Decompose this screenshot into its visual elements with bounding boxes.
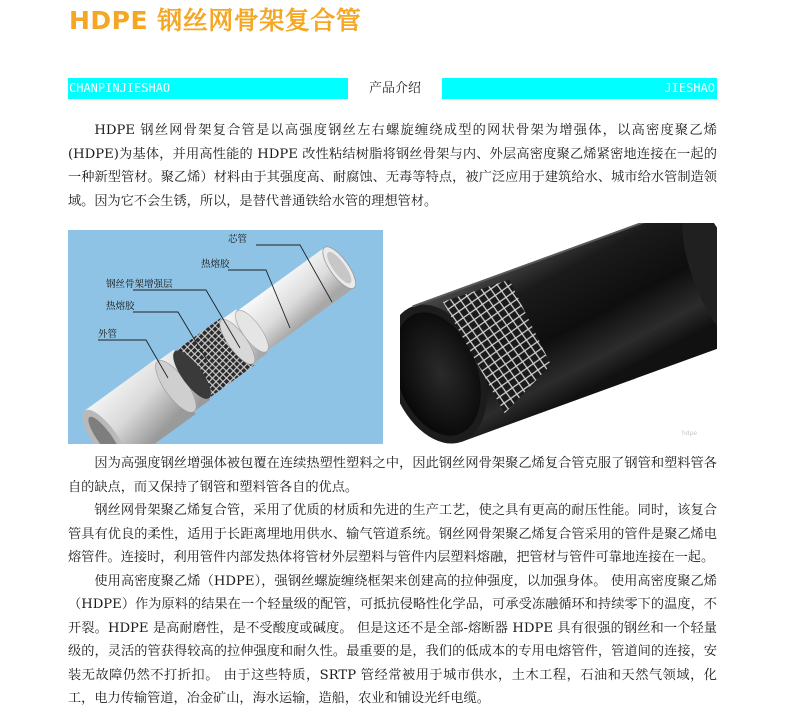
body-text	[68, 452, 717, 711]
body-paragraph: 钢丝网骨架聚乙烯复合管，采用了优质的材质和先进的生产工艺，使之具有更高的耐压性能。同时，该复合管具有优良的柔性，适用于长距离埋地用供水、输气管道系统。钢丝网骨架聚乙烯复合管采用的管件是聚乙烯电熔管件。连接时，利用管件内部发热体将管材外层塑料与管件内层塑料熔融，把管材与管件可靠地连接在一起。	[68, 503, 717, 565]
pipe-product-photo	[400, 223, 717, 445]
pipe-structure-diagram	[68, 230, 383, 444]
label-outer-pipe: 外管	[98, 329, 118, 340]
label-hot-melt-2: 热熔胶	[106, 301, 135, 312]
banner-center-label: 产品介绍	[368, 81, 421, 96]
label-hot-melt-1: 热熔胶	[201, 259, 230, 270]
intro-paragraph: HDPE 钢丝网骨架复合管是以高强度钢丝左右螺旋缠绕成型的网状骨架为增强体，以高密度聚乙烯(HDPE)为基体，并用高性能的 HDPE 改性粘结树脂将钢丝骨架与内、外层高密度聚乙烯紧密地连接在一起的一种新型管材。聚乙烯）材料由于其强度高、耐腐蚀、无毒等特点，被广泛应用于建筑给水、城市给水管制造领域。因为它不会生锈，所以，是替代普通铁给水管的理想管材。	[68, 123, 717, 209]
label-steel-layer: 钢丝骨架增强层	[106, 279, 173, 290]
banner-left-label: CHANPINJIESHAO	[68, 78, 348, 99]
body-paragraph: 因为高强度钢丝增强体被包覆在连续热塑性塑料之中，因此钢丝网骨架聚乙烯复合管克服了钢管和塑料管各自的缺点，而又保持了钢管和塑料管各自的优点。	[68, 456, 717, 495]
section-banner	[0, 78, 787, 99]
page-title: HDPE 钢丝网骨架复合管	[69, 6, 362, 35]
banner-right-label: JIESHAO	[442, 78, 717, 99]
label-core-pipe: 芯管	[228, 234, 248, 245]
photo-watermark: hdpe	[682, 430, 698, 437]
body-paragraph: 使用高密度聚乙烯（HDPE），强钢丝螺旋缠绕框架来创建高的拉伸强度，以加强身体。 使用高密度聚乙烯（HDPE）作为原料的结果在一个轻量级的配管，可抵抗侵略性化学品，可承受冻融循环和持续零下的温度，不开裂。HDPE 是高耐磨性，是不受酸度或碱度。 但是这还不是全部-熔断器 HDPE 具有很强的钢丝和一个轻量级的，灵活的管获得较高的拉伸强度和耐久性。最重要的是，我们的低成本的专用电熔管件，管道间的连接，安装无故障仍然不打折扣。 由于这些特质，SRTP 管经常被用于城市供水，土木工程，石油和天然气领域，化工，电力传输管道，冶金矿山，海水运输，造船，农业和铺设光纤电缆。	[68, 573, 717, 706]
